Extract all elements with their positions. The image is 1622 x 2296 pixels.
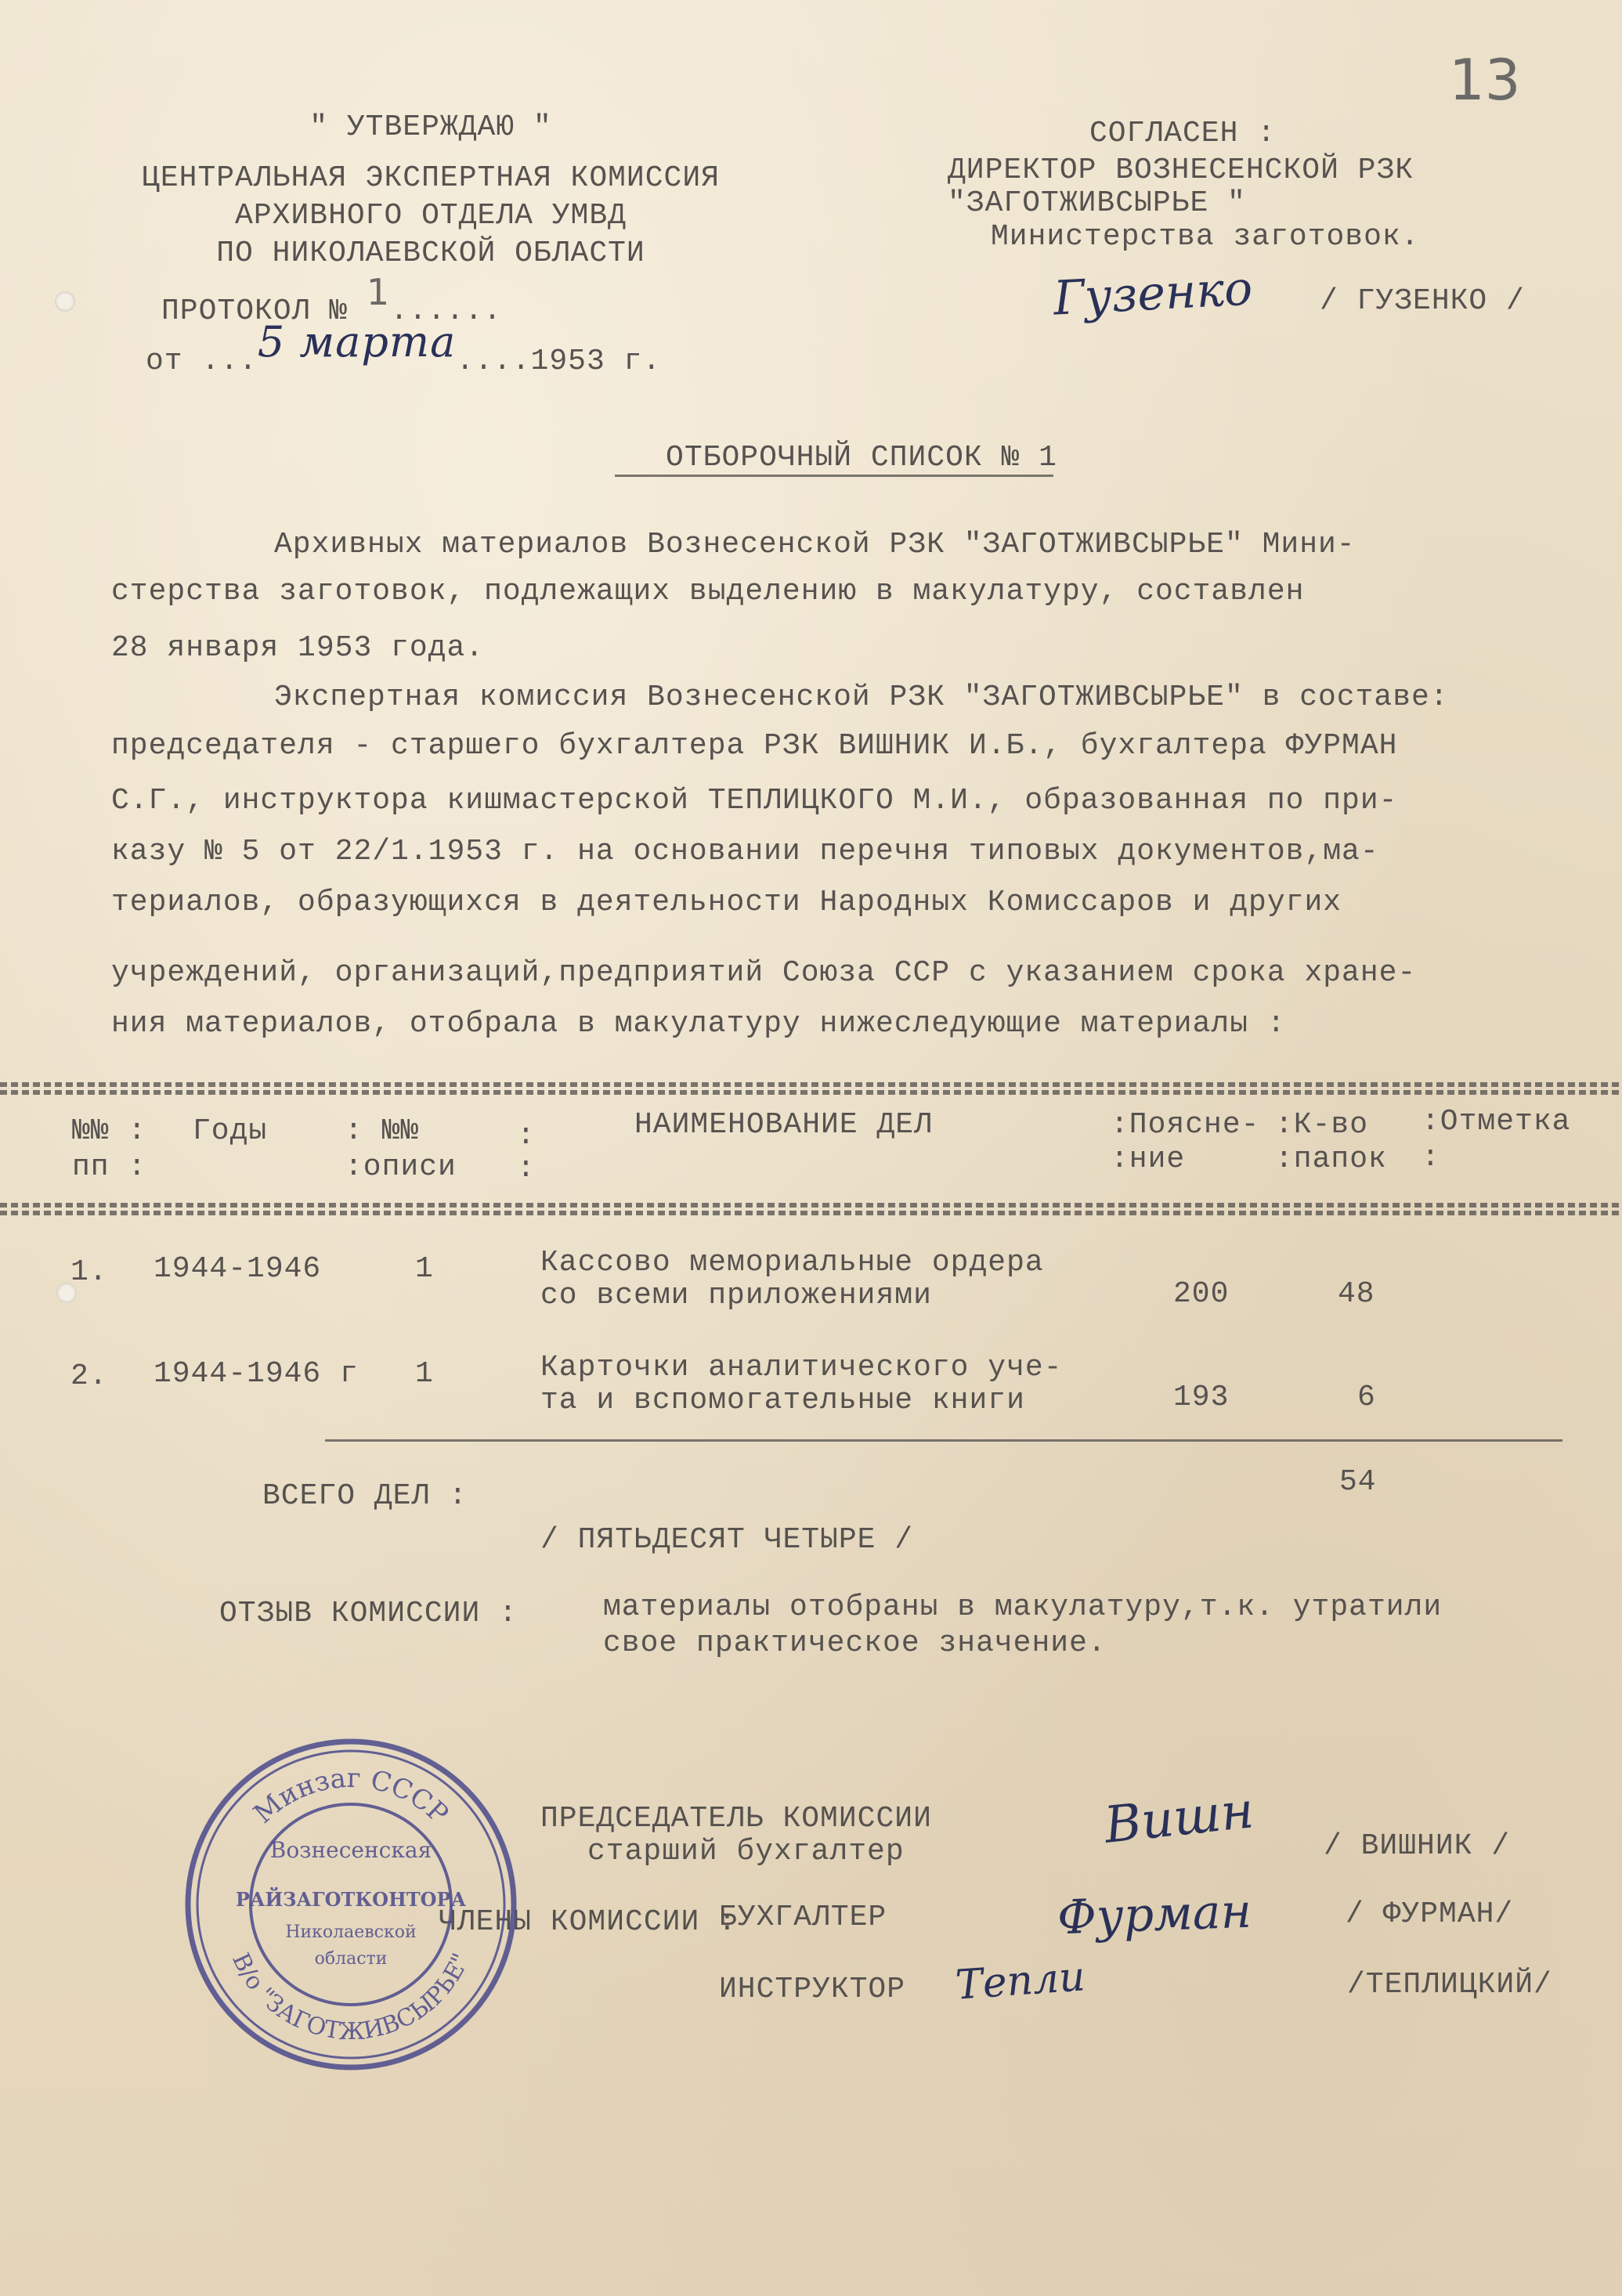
agree-title: СОГЛАСЕН : bbox=[1089, 117, 1277, 150]
row2-num: 2. bbox=[70, 1359, 108, 1393]
stamp-line2: РАЙЗАГОТКОНТОРА bbox=[235, 1888, 467, 1911]
row1-count: 48 bbox=[1338, 1277, 1375, 1311]
row1-name-2: со всеми приложениями bbox=[540, 1279, 932, 1312]
chair-signature: Вишн bbox=[1101, 1782, 1257, 1855]
chair-name: / ВИШНИК / bbox=[1324, 1829, 1511, 1863]
header-mark: :Отметка bbox=[1422, 1105, 1571, 1139]
date-prefix: от bbox=[146, 345, 183, 378]
body-line1: Экспертная комиссия Вознесенской РЗК "ЗАГОТЖИВСЫРЬЕ" в составе: bbox=[274, 680, 1449, 714]
agree-line1: ДИРЕКТОР ВОЗНЕСЕНСКОЙ РЗК bbox=[948, 153, 1414, 187]
header-count: :К-во bbox=[1275, 1108, 1369, 1142]
intro-line3: 28 января 1953 года. bbox=[111, 631, 485, 665]
page-number: 13 bbox=[1449, 47, 1521, 113]
header-sep: : bbox=[517, 1119, 536, 1153]
header-mark-2: : bbox=[1422, 1141, 1440, 1175]
protocol-date bbox=[146, 317, 662, 380]
row2-years: 1944-1946 г bbox=[154, 1357, 359, 1391]
body-line4: казу № 5 от 22/1.1953 г. на основании перечня типовых документов,ма- bbox=[111, 835, 1379, 868]
member1-title: БУХГАЛТЕР bbox=[719, 1901, 887, 1934]
header-years: Годы bbox=[193, 1114, 268, 1148]
row2-name-2: та и вспомогательные книги bbox=[540, 1384, 1025, 1417]
body-line7: ния материалов, отобрала в макулатуру нижеследующие материалы : bbox=[111, 1007, 1286, 1041]
member2-title: ИНСТРУКТОР bbox=[719, 1973, 906, 2006]
date-dots-right: .... bbox=[456, 345, 531, 378]
table-rule bbox=[0, 1082, 1622, 1087]
member2-signature: Тепли bbox=[954, 1953, 1087, 2009]
total-words: / ПЯТЬДЕСЯТ ЧЕТЫРЕ / bbox=[540, 1523, 914, 1557]
row1-years: 1944-1946 bbox=[154, 1252, 322, 1286]
members-label: ЧЛЕНЫ КОМИССИИ : bbox=[439, 1905, 737, 1939]
row2-count: 6 bbox=[1357, 1381, 1376, 1414]
total-rule bbox=[325, 1439, 1562, 1442]
date-dots-left: ... bbox=[201, 345, 258, 378]
header-note-2: :ние bbox=[1111, 1143, 1186, 1176]
approve-line1: ЦЕНТРАЛЬНАЯ ЭКСПЕРТНАЯ КОМИССИЯ bbox=[142, 161, 720, 195]
stamp-line3: Николаевской bbox=[285, 1922, 417, 1942]
row2-opis: 1 bbox=[415, 1357, 434, 1391]
stamp-top-text: Минзаг СССР bbox=[247, 1762, 455, 1830]
conclusion-line1: материалы отобраны в макулатуру,т.к. утратили bbox=[603, 1590, 1443, 1624]
conclusion-line2: свое практическое значение. bbox=[603, 1626, 1107, 1660]
stamp-line4: области bbox=[314, 1949, 388, 1969]
member2-name: /ТЕПЛИЦКИЙ/ bbox=[1347, 1968, 1552, 2002]
header-name: НАИМЕНОВАНИЕ ДЕЛ bbox=[634, 1108, 933, 1142]
table-rule bbox=[0, 1211, 1622, 1215]
chair-title-2: старший бухгалтер bbox=[587, 1835, 905, 1868]
director-name: / ГУЗЕНКО / bbox=[1320, 284, 1525, 318]
header-opis-2: :описи bbox=[345, 1150, 457, 1184]
header-note: :Поясне- bbox=[1111, 1108, 1260, 1142]
doc-title: ОТБОРОЧНЫЙ СПИСОК № 1 bbox=[666, 441, 1057, 475]
conclusion-label: ОТЗЫВ КОМИССИИ : bbox=[219, 1597, 518, 1630]
member1-name: / ФУРМАН/ bbox=[1346, 1897, 1514, 1931]
header-num-2: пп : bbox=[72, 1150, 147, 1184]
punch-hole bbox=[55, 291, 75, 312]
member1-signature: Фурман bbox=[1056, 1883, 1253, 1946]
stamp-bottom-text: В/о "ЗАГОТЖИВСЫРЬЕ" bbox=[226, 1948, 475, 2046]
row1-num: 1. bbox=[70, 1255, 108, 1289]
header-count-2: :папок bbox=[1275, 1143, 1387, 1176]
title-underline bbox=[615, 475, 1053, 477]
protocol-dots: ...... bbox=[390, 294, 502, 328]
row1-name-1: Кассово мемориальные ордера bbox=[540, 1246, 1044, 1280]
stamp-line1: Вознесенская bbox=[269, 1837, 432, 1863]
total-label: ВСЕГО ДЕЛ : bbox=[262, 1479, 468, 1513]
header-sep-2: : bbox=[517, 1152, 536, 1186]
protocol-number: 1 bbox=[366, 271, 391, 313]
protocol-label: ПРОТОКОЛ № bbox=[161, 294, 349, 328]
director-signature: Гузенко bbox=[1052, 261, 1254, 327]
approve-line3: ПО НИКОЛАЕВСКОЙ ОБЛАСТИ bbox=[216, 236, 645, 270]
agree-line3: Министерства заготовок. bbox=[991, 220, 1420, 254]
row1-opis: 1 bbox=[415, 1252, 434, 1286]
body-line3: С.Г., инструктора кишмастерской ТЕПЛИЦКОГО М.И., образованная по при- bbox=[111, 784, 1398, 818]
row1-note: 200 bbox=[1173, 1277, 1230, 1311]
approve-title: " УТВЕРЖДАЮ " bbox=[309, 110, 552, 144]
intro-line1: Архивных материалов Вознесенской РЗК "ЗАГОТЖИВСЫРЬЕ" Мини- bbox=[274, 528, 1356, 561]
date-year: 1953 г. bbox=[530, 345, 662, 378]
table-rule bbox=[0, 1090, 1622, 1095]
row2-name-1: Карточки аналитического уче- bbox=[540, 1351, 1063, 1384]
header-num: №№ : bbox=[72, 1114, 147, 1148]
agree-line2: "ЗАГОТЖИВСЫРЬЕ " bbox=[948, 186, 1246, 220]
total-value: 54 bbox=[1339, 1465, 1377, 1499]
approve-line2: АРХИВНОГО ОТДЕЛА УМВД bbox=[235, 199, 627, 233]
table-rule bbox=[0, 1203, 1622, 1208]
body-line6: учреждений, организаций,предприятий Союза ССР с указанием срока хране- bbox=[111, 956, 1417, 990]
header-opis: : №№ bbox=[345, 1114, 420, 1148]
body-line5: териалов, образующихся в деятельности Народных Комиссаров и других bbox=[111, 886, 1342, 919]
date-handwritten: 5 марта bbox=[257, 317, 457, 366]
chair-title-1: ПРЕДСЕДАТЕЛЬ КОМИССИИ bbox=[540, 1802, 932, 1836]
intro-line2: стерства заготовок, подлежащих выделению в макулатуру, составлен bbox=[111, 575, 1305, 608]
round-stamp bbox=[179, 1732, 523, 2077]
body-line2: председателя - старшего бухгалтера РЗК ВИШНИК И.Б., бухгалтера ФУРМАН bbox=[111, 729, 1398, 763]
row2-note: 193 bbox=[1173, 1381, 1230, 1414]
